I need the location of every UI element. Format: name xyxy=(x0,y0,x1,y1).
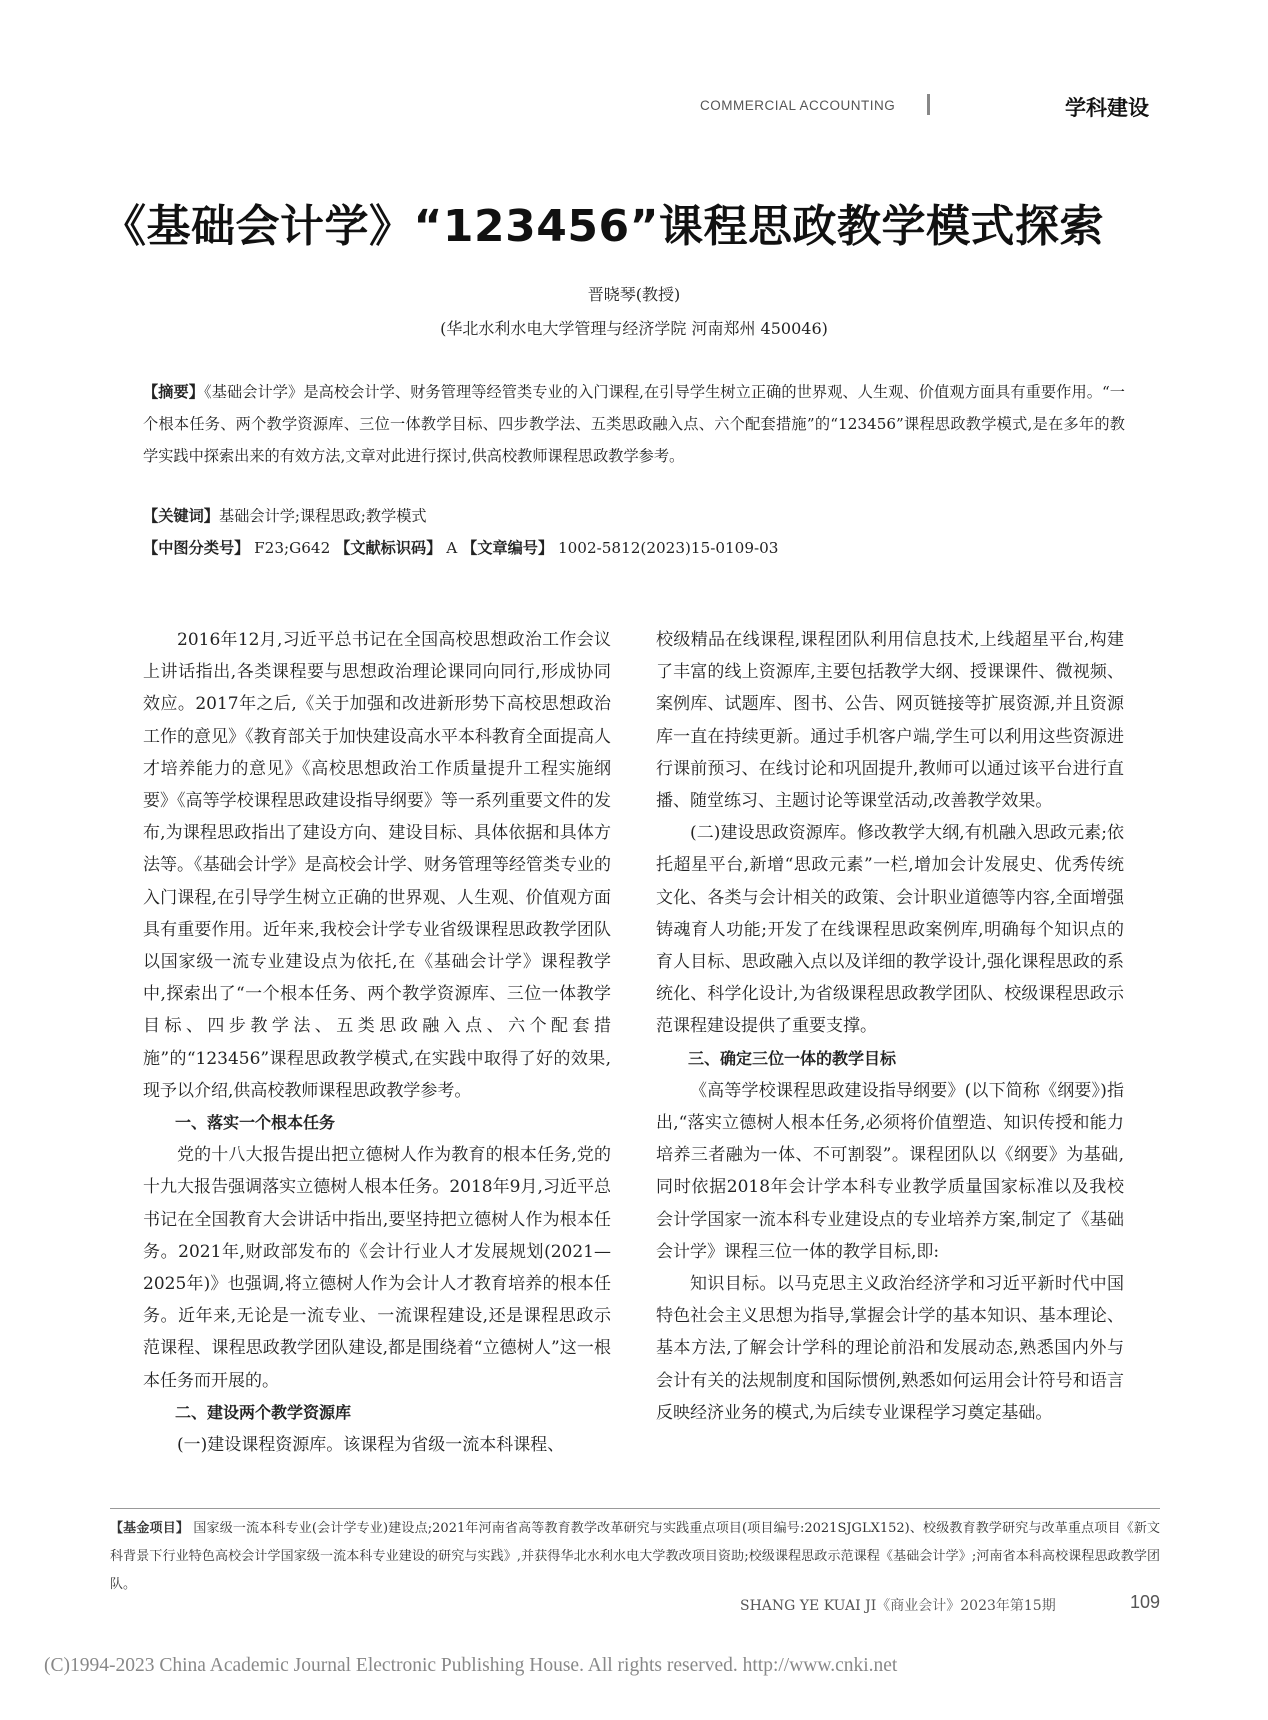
paragraph: (二)建设思政资源库。修改教学大纲,有机融入思政元素;依托超星平台,新增“思政元素”一栏,增加会计发展史、优秀传统文化、各类与会计相关的政策、会计职业道德等内容,全面增强铸魂育人功能;开发了在线课程思政案例库,明确每个知识点的育人目标、思政融入点以及详细的教学设计,强化课程思政的系统化、科学化设计,为省级课程思政教学团队、校级课程思政示范课程建设提供了重要支撑。 xyxy=(656,823,1124,1037)
keywords xyxy=(143,500,1125,532)
section-heading-3: 三、确定三位一体的教学目标 xyxy=(688,1048,897,1068)
copyright-notice: (C)1994-2023 China Academic Journal Electronic Publishing House. All rights reserved. http://www.cnki.net xyxy=(44,1655,898,1676)
classification-line xyxy=(143,532,1125,564)
keywords-label: 【关键词】 xyxy=(143,507,219,525)
funding-text: 国家级一流本科专业(会计学专业)建设点;2021年河南省高等教育教学改革研究与实践重点项目(项目编号:2021SJGLX152)、校级教育教学研究与改革重点项目《新文科背景下行业特色高校会计学国家级一流本科专业建设的研究与实践》,并获得华北水利水电大学教改项目资助;校级课程思政示范课程《基础会计学》;河南省本科高校课程思政教学团队。 xyxy=(110,1521,1160,1592)
article-number-label: 【文章编号】 xyxy=(462,539,554,557)
clc-label: 【中图分类号】 xyxy=(143,539,250,557)
paragraph: 党的十八大报告提出把立德树人作为教育的根本任务,党的十九大报告强调落实立德树人根本任务。2018年9月,习近平总书记在全国教育大会讲话中指出,要坚持把立德树人作为根本任务。2021年,财政部发布的《会计行业人才发展规划(2021—2025年)》也强调,将立德树人作为会计人才教育培养的根本任务。近年来,无论是一流专业、一流课程建设,还是课程思政示范课程、课程思政教学团队建设,都是围绕着“立德树人”这一根本任务而开展的。 xyxy=(143,1145,611,1391)
funding-label: 【基金项目】 xyxy=(110,1521,190,1536)
abstract-label: 【摘要】 xyxy=(143,383,205,401)
journal-issue-info: SHANG YE KUAI JI《商业会计》2023年第15期 xyxy=(740,1598,1056,1614)
section-label: 学科建设 xyxy=(1065,96,1149,120)
affiliation: (华北水利水电大学管理与经济学院 河南郑州 450046) xyxy=(440,319,828,338)
paragraph: 校级精品在线课程,课程团队利用信息技术,上线超星平台,构建了丰富的线上资源库,主要包括教学大纲、授课课件、微视频、案例库、试题库、图书、公告、网页链接等扩展资源,并且资源库一直在持续更新。通过手机客户端,学生可以利用这些资源进行课前预习、在线讨论和巩固提升,教师可以通过该平台进行直播、随堂练习、主题讨论等课堂活动,改善教学效果。 xyxy=(656,630,1124,812)
header-divider xyxy=(927,94,930,115)
abstract-text: 《基础会计学》是高校会计学、财务管理等经管类专业的入门课程,在引导学生树立正确的世界观、人生观、价值观方面具有重要作用。“一个根本任务、两个教学资源库、三位一体教学目标、四步教学法、五类思政融入点、六个配套措施”的“123456”课程思政教学模式,是在多年的教学实践中探索出来的有效方法,文章对此进行探讨,供高校教师课程思政教学参考。 xyxy=(143,383,1125,465)
author: 晋晓琴(教授) xyxy=(587,285,681,304)
doc-value: A xyxy=(446,539,458,557)
journal-header: COMMERCIAL ACCOUNTING xyxy=(700,98,896,113)
keywords-text: 基础会计学;课程思政;教学模式 xyxy=(218,507,427,525)
paragraph: 《高等学校课程思政建设指导纲要》(以下简称《纲要》)指出,“落实立德树人根本任务,必须将价值塑造、知识传授和能力培养三者融为一体、不可割裂”。课程团队以《纲要》为基础,同时依据2018年会计学本科专业教学质量国家标准以及我校会计学国家一流本科专业建设点的专业培养方案,制定了《基础会计学》课程三位一体的教学目标,即: xyxy=(656,1080,1124,1262)
article-title: 《基础会计学》“123456”课程思政教学模式探索 xyxy=(102,201,1105,252)
page-number: 109 xyxy=(1130,1592,1161,1612)
footnote-divider xyxy=(110,1508,1160,1509)
clc-value: F23;G642 xyxy=(254,539,331,557)
section-heading-1: 一、落实一个根本任务 xyxy=(175,1113,336,1133)
paragraph: 知识目标。以马克思主义政治经济学和习近平新时代中国特色社会主义思想为指导,掌握会计学的基本知识、基本理论、基本方法,了解会计学科的理论前沿和发展动态,熟悉国内外与会计有关的法规制度和国际惯例,熟悉如何运用会计符号和语言反映经济业务的模式,为后续专业课程学习奠定基础。 xyxy=(656,1274,1124,1423)
section-heading-2: 二、建设两个教学资源库 xyxy=(175,1402,352,1422)
doc-label: 【文献标识码】 xyxy=(335,539,442,557)
funding-footnote xyxy=(110,1515,1160,1599)
left-column xyxy=(143,624,611,1461)
article-number-value: 1002-5812(2023)15-0109-03 xyxy=(557,539,779,557)
paragraph: 2016年12月,习近平总书记在全国高校思想政治工作会议上讲话指出,各类课程要与思想政治理论课同向同行,形成协同效应。2017年之后,《关于加强和改进新形势下高校思想政治工作的意见》《教育部关于加快建设高水平本科教育全面提高人才培养能力的意见》《高校思想政治工作质量提升工程实施纲要》《高等学校课程思政建设指导纲要》等一系列重要文件的发布,为课程思政指出了建设方向、建设目标、具体依据和具体方法等。《基础会计学》是高校会计学、财务管理等经管类专业的入门课程,在引导学生树立正确的世界观、人生观、价值观方面具有重要作用。近年来,我校会计学专业省级课程思政教学团队以国家级一流专业建设点为依托,在《基础会计学》课程教学中,探索出了“一个根本任务、两个教学资源库、三位一体教学目标、四步教学法、五类思政融入点、六个配套措施”的“123456”课程思政教学模式,在实践中取得了好的效果,现予以介绍,供高校教师课程思政教学参考。 xyxy=(143,630,611,1101)
right-column xyxy=(656,624,1124,1429)
paragraph: (一)建设课程资源库。该课程为省级一流本科课程、 xyxy=(177,1435,565,1456)
abstract xyxy=(143,376,1125,472)
